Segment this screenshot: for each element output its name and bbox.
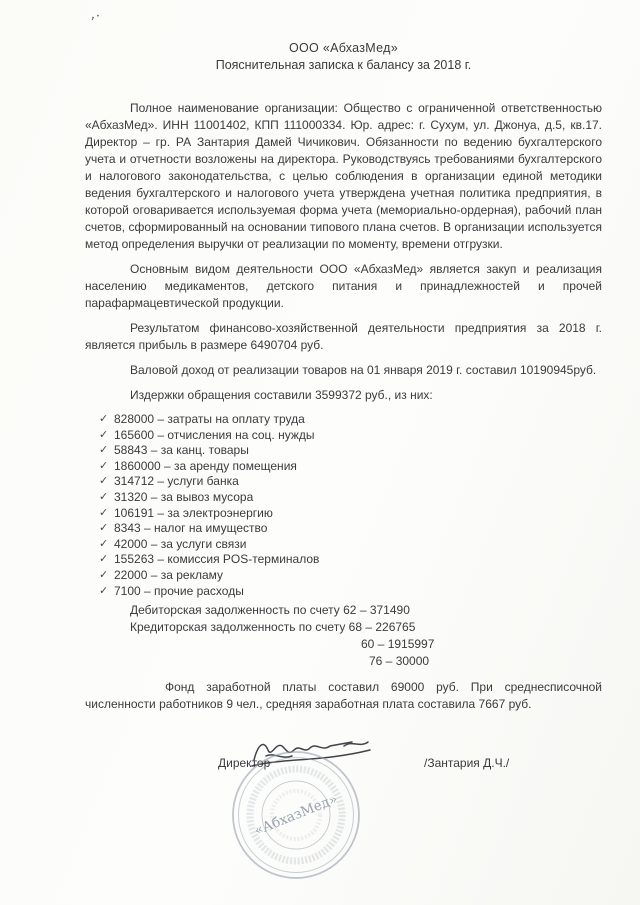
checkmark-icon: ✓ [99,428,109,441]
expense-item [99,490,602,506]
expense-item-text: 58843 – за канц. товары [114,443,249,458]
account-76-line: 76 – 30000 [369,654,430,669]
expense-item [99,537,602,553]
expense-item-text: 314712 – услуги банка [114,474,239,489]
paragraph-activity: Основным видом деятельности ООО «АбхазМед» является закуп и реализация населению медикаментов, детского питания и принадлежностей и прочей парафармацевтической продукции. [85,262,602,310]
expense-item [99,474,602,490]
director-name: /Зантария Д.Ч./ [424,756,510,770]
stamp-company-name: «АбхазМед» [252,791,340,839]
checkmark-icon: ✓ [99,568,109,581]
receivables-line: Дебиторская задолженность по счету 62 – 371490 [130,603,410,618]
expense-item-text: 155263 – комиссия POS-терминалов [114,552,320,567]
doc-subtitle: Пояснительная записка к балансу за 2018 г. [215,58,472,72]
checkmark-icon: ✓ [99,413,109,425]
accounts-block [85,602,602,670]
expense-item [99,506,602,522]
expense-list [85,412,602,599]
expense-item-text: 165600 – отчисления на соц. нужды [114,427,315,442]
checkmark-icon: ✓ [99,444,109,457]
expense-item [99,412,602,428]
director-label: Директор [218,756,271,770]
expense-item-text: 106191 – за электроэнергию [114,505,273,520]
paragraph-org-info: Полное наименование организации: Общество с ограниченной ответственностью «АбхазМед». ИНН 11001402, КПП 111000334. Юр. адрес: г. Сухум, ул. Джонуа, д.5, кв.17. Директор – гр. РА Зантария Дамей Чичикович. Обязанности по ведению бухгалтерского учета и отчетности возложены на директора. Руководствуясь требованиями бухгалтерского и налогового законодательства, с целью соблюдения в организации единой методики ведения бухгалтерского и налогового учета утверждена учетная политика предприятия, в которой оговаривается используемая форма учета (мемориально-ордерная), рабочий план счетов, сформированный на основании типового плана счетов. В организации используется метод определения выручки от реализации по моменту, времени отгрузки. [85,101,602,251]
checkmark-icon: ✓ [99,553,109,566]
checkmark-icon: ✓ [99,506,109,519]
expense-item [99,443,602,459]
checkmark-icon: ✓ [99,459,109,472]
expense-item [99,584,602,600]
expense-item-text: 31320 – за вывоз мусора [114,489,254,504]
checkmark-icon: ✓ [99,475,109,488]
paragraph-result: Результатом финансово-хозяйственной деятельности предприятия за 2018 г. является прибыль в размере 6490704 руб. [85,321,602,352]
paragraph-payroll: Фонд заработной платы составил 69000 руб. При среднесписочной численности работников 9 чел., средняя заработная плата составила 7667 руб. [85,680,602,712]
expense-item [99,552,602,568]
expense-item-text: 22000 – за рекламу [114,567,224,582]
checkmark-icon: ✓ [99,584,109,597]
expense-item-text: 7100 – прочие расходы [114,583,244,598]
company-title: ООО «АбхазМед» [288,41,398,55]
scan-artifact-mark: ,· [90,5,103,23]
payables-line: Кредиторская задолженность по счету 68 – 226765 [130,620,416,635]
paragraph-costs-intro: Издержки обращения составили 3599372 руб., из них: [130,388,433,402]
company-stamp [229,748,363,882]
expense-item [99,459,602,475]
expense-item [99,521,602,537]
expense-item [99,428,602,444]
expense-item-text: 828000 – затраты на оплату труда [114,412,305,426]
checkmark-icon: ✓ [99,490,109,503]
expense-item-text: 42000 – за услуги связи [114,536,247,551]
expense-item-text: 8343 – налог на имущество [114,521,268,536]
expense-item [99,568,602,584]
paragraph-gross-income: Валовой доход от реализации товаров на 01 января 2019 г. составил 10190945руб. [130,363,597,377]
checkmark-icon: ✓ [99,522,109,535]
expense-item-text: 1860000 – за аренду помещения [114,458,297,473]
checkmark-icon: ✓ [99,537,109,550]
account-60-line: 60 – 1915997 [361,637,435,652]
